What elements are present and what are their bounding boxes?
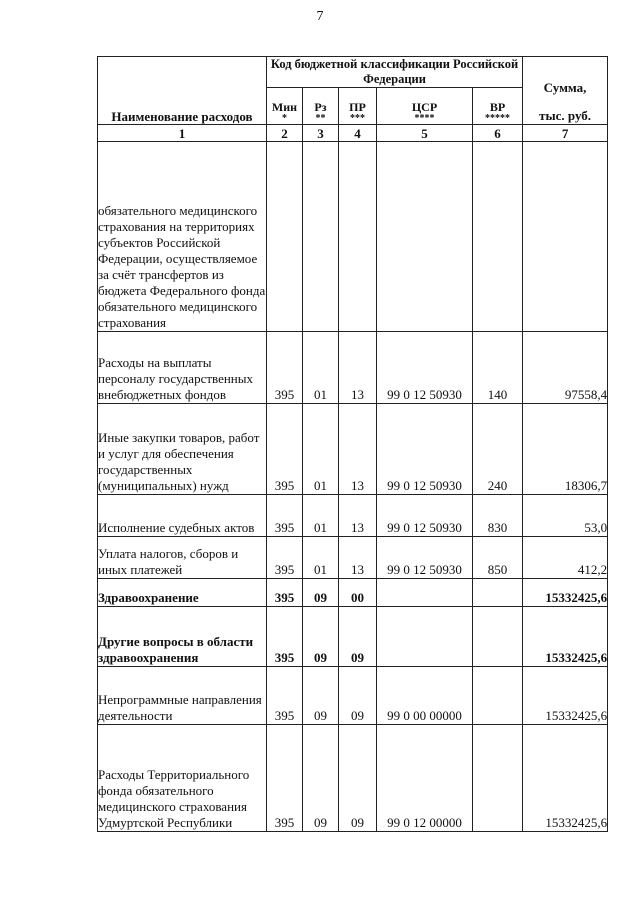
table-row <box>98 725 608 832</box>
min-code <box>267 142 303 332</box>
header-budget-code-group: Код бюджетной классификации Российской Федерации <box>267 57 523 88</box>
header-csr-label: ЦСР <box>411 100 438 114</box>
min-code: 395 <box>267 495 303 537</box>
min-code: 395 <box>267 667 303 725</box>
rz-code: 01 <box>303 404 339 495</box>
pr-code: 09 <box>339 725 377 832</box>
header-pr-stars: *** <box>350 113 365 124</box>
expense-name: Расходы Территориального фонда обязательного медицинского страхования Удмуртской Республики <box>98 725 267 832</box>
header-sum-unit: тыс. руб. <box>539 108 592 123</box>
header-sum-label: Сумма, <box>543 80 587 95</box>
expense-name: Иные закупки товаров, работ и услуг для обеспечения государственных (муниципальных) нужд <box>98 404 267 495</box>
column-number: 7 <box>523 125 608 142</box>
sum-value: 15332425,6 <box>523 607 608 667</box>
min-code: 395 <box>267 537 303 579</box>
pr-code: 09 <box>339 667 377 725</box>
pr-code: 09 <box>339 607 377 667</box>
column-number: 1 <box>98 125 267 142</box>
column-number: 6 <box>473 125 523 142</box>
table-row <box>98 332 608 404</box>
sum-value: 18306,7 <box>523 404 608 495</box>
table-row <box>98 537 608 579</box>
header-min-label: Мин <box>271 100 298 114</box>
expense-name: Непрограммные направления деятельности <box>98 667 267 725</box>
column-number: 5 <box>377 125 473 142</box>
vr-code <box>473 607 523 667</box>
csr-code: 99 0 00 00000 <box>377 667 473 725</box>
pr-code: 13 <box>339 537 377 579</box>
table-row <box>98 579 608 607</box>
sum-value: 97558,4 <box>523 332 608 404</box>
min-code: 395 <box>267 725 303 832</box>
rz-code <box>303 142 339 332</box>
vr-code: 830 <box>473 495 523 537</box>
page-number: 7 <box>316 9 324 24</box>
pr-code: 13 <box>339 495 377 537</box>
rz-code: 09 <box>303 607 339 667</box>
sum-value: 15332425,6 <box>523 667 608 725</box>
pr-code: 00 <box>339 579 377 607</box>
header-rz <box>303 88 339 125</box>
table-row <box>98 404 608 495</box>
column-number: 4 <box>339 125 377 142</box>
expense-name: Расходы на выплаты персоналу государственных внебюджетных фондов <box>98 332 267 404</box>
header-vr-stars: ***** <box>485 113 511 124</box>
csr-code: 99 0 12 00000 <box>377 725 473 832</box>
min-code: 395 <box>267 332 303 404</box>
csr-code: 99 0 12 50930 <box>377 495 473 537</box>
sum-value: 15332425,6 <box>523 725 608 832</box>
column-number: 3 <box>303 125 339 142</box>
sum-value: 53,0 <box>523 495 608 537</box>
csr-code <box>377 607 473 667</box>
rz-code: 01 <box>303 537 339 579</box>
table-row <box>98 142 608 332</box>
budget-expenses-table <box>97 56 608 832</box>
table-row <box>98 495 608 537</box>
expense-name: Исполнение судебных актов <box>98 495 267 537</box>
expense-name: Уплата налогов, сборов и иных платежей <box>98 537 267 579</box>
rz-code: 09 <box>303 725 339 832</box>
sum-value: 15332425,6 <box>523 579 608 607</box>
header-row-top <box>98 57 608 88</box>
min-code: 395 <box>267 607 303 667</box>
column-number: 2 <box>267 125 303 142</box>
header-vr <box>473 88 523 125</box>
header-sum <box>523 57 608 125</box>
table-row <box>98 667 608 725</box>
header-min-stars: * <box>282 113 287 124</box>
header-rz-stars: ** <box>315 113 326 124</box>
column-numbers-row <box>98 125 608 142</box>
expense-name: Здравоохранение <box>98 579 267 607</box>
vr-code: 240 <box>473 404 523 495</box>
csr-code: 99 0 12 50930 <box>377 332 473 404</box>
sum-value: 412,2 <box>523 537 608 579</box>
vr-code <box>473 667 523 725</box>
rz-code: 01 <box>303 332 339 404</box>
pr-code: 13 <box>339 404 377 495</box>
header-pr-label: ПР <box>349 100 366 114</box>
header-pr <box>339 88 377 125</box>
expense-name: Другие вопросы в области здравоохранения <box>98 607 267 667</box>
vr-code <box>473 142 523 332</box>
rz-code: 09 <box>303 579 339 607</box>
expense-name: обязательного медицинского страхования на территориях субъектов Российской Федерации, осуществляемое за счёт трансфертов из бюджета Федерального фонда обязательного медицинского страхования <box>98 142 267 332</box>
min-code: 395 <box>267 404 303 495</box>
pr-code: 13 <box>339 332 377 404</box>
csr-code <box>377 142 473 332</box>
vr-code: 140 <box>473 332 523 404</box>
rz-code: 01 <box>303 495 339 537</box>
csr-code: 99 0 12 50930 <box>377 537 473 579</box>
csr-code: 99 0 12 50930 <box>377 404 473 495</box>
table-row <box>98 607 608 667</box>
header-vr-label: ВР <box>489 100 506 114</box>
vr-code: 850 <box>473 537 523 579</box>
sum-value <box>523 142 608 332</box>
header-csr-stars: **** <box>414 113 435 124</box>
header-csr <box>377 88 473 125</box>
pr-code <box>339 142 377 332</box>
header-expense-name: Наименование расходов <box>98 57 267 125</box>
vr-code <box>473 579 523 607</box>
header-rz-label: Рз <box>314 100 327 114</box>
rz-code: 09 <box>303 667 339 725</box>
header-min <box>267 88 303 125</box>
vr-code <box>473 725 523 832</box>
csr-code <box>377 579 473 607</box>
min-code: 395 <box>267 579 303 607</box>
